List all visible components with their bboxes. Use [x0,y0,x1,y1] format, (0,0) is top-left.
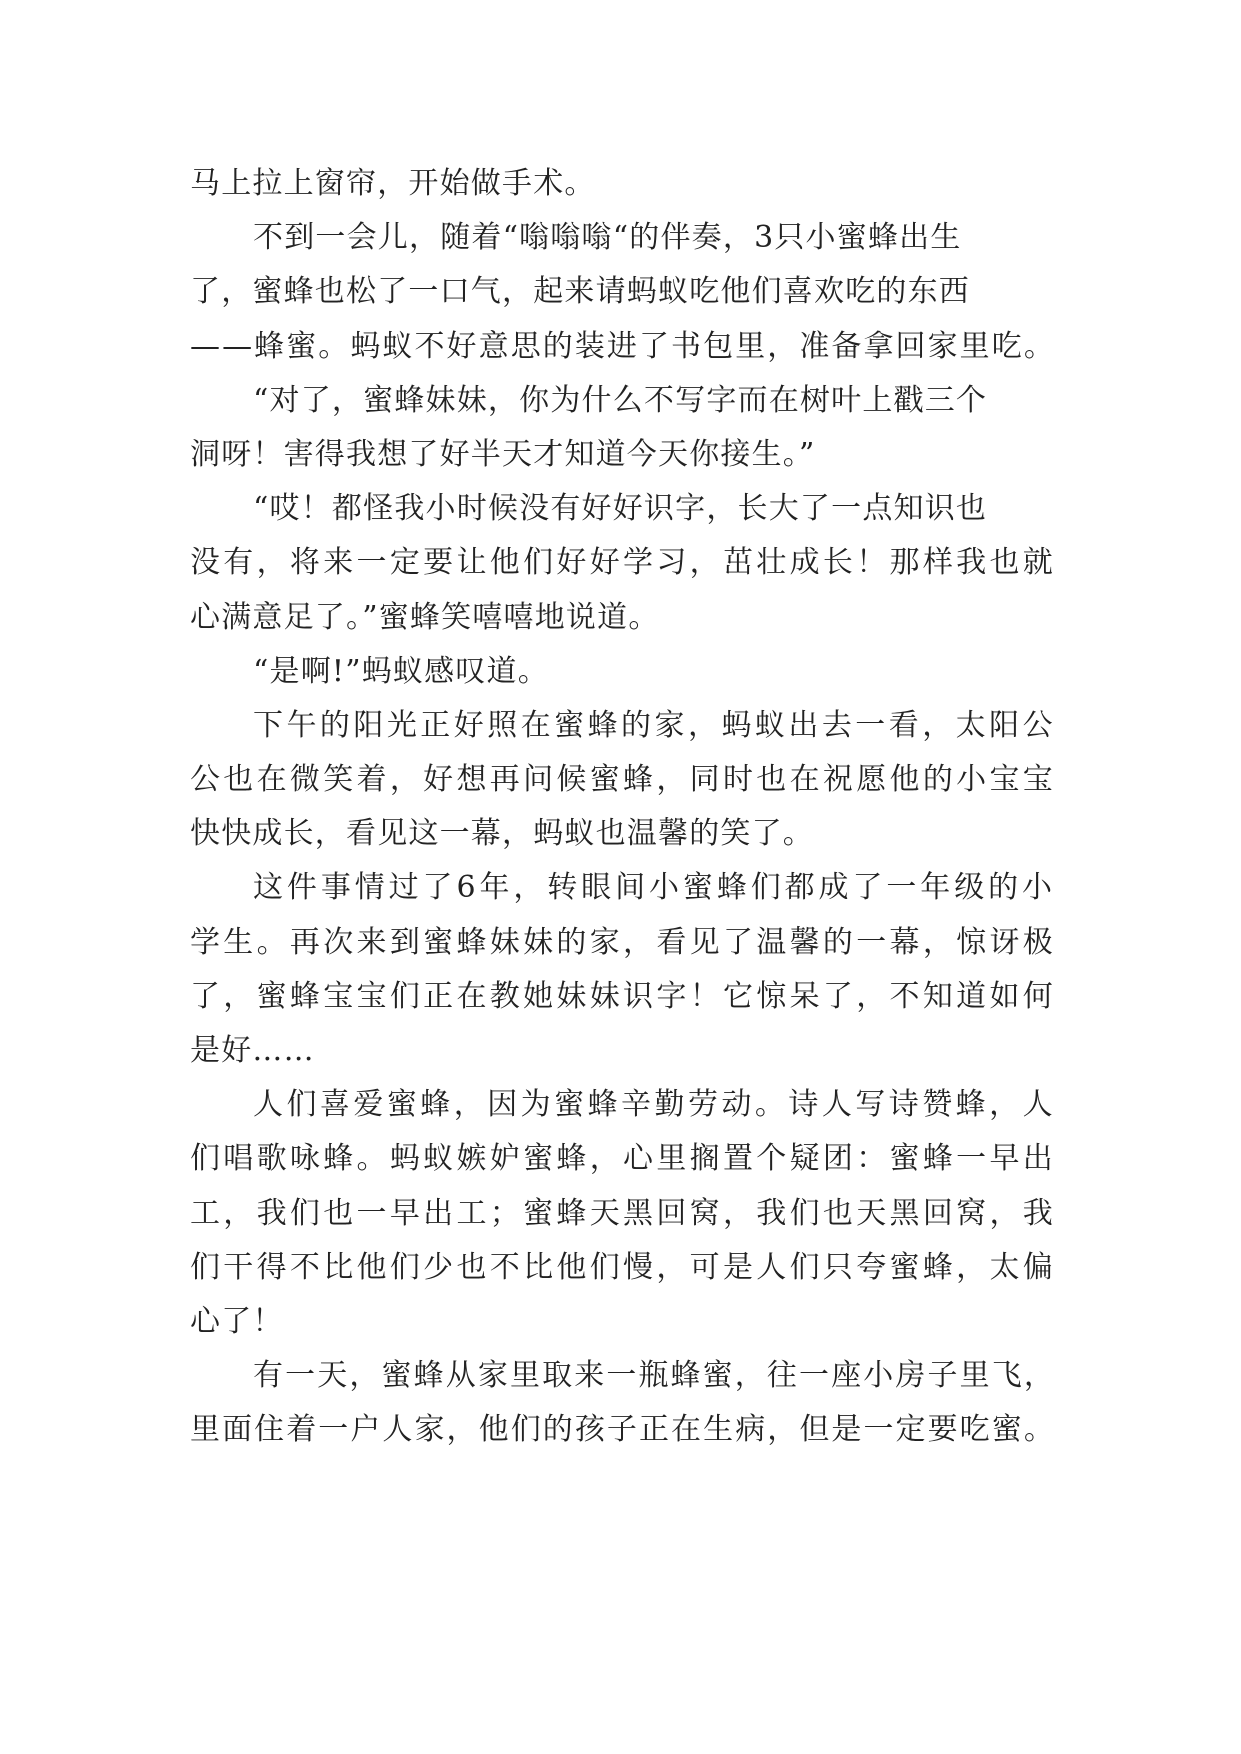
text-line: 这件事情过了6年，转眼间小蜜蜂们都成了一年级的小 [253,870,1056,906]
text-line: 马上拉上窗帘，开始做手术。 [190,166,596,201]
text-line: 了，蜜蜂也松了一口气，起来请蚂蚁吃他们喜欢吃的东西 [190,274,970,310]
text-line: 下午的阳光正好照在蜜蜂的家，蚂蚁出去一看，太阳公 [253,707,1057,743]
text-line: 公也在微笑着，好想再问候蜜蜂，同时也在祝愿他的小宝宝 [190,762,1057,798]
text-line: 有一天，蜜蜂从家里取来一瓶蜂蜜，往一座小房子里飞， [253,1358,1056,1394]
text-line: 没有，将来一定要让他们好好学习，茁壮成长！那样我也就 [190,545,1057,581]
text-line: “是啊!”蚂蚁感叹道。 [253,653,549,689]
text-line: 们唱歌咏蜂。蚂蚁嫉妒蜜蜂，心里搁置个疑团：蜜蜂一早出 [190,1141,1057,1177]
text-line: 人们喜爱蜜蜂，因为蜜蜂辛勤劳动。诗人写诗赞蜂，人 [253,1087,1057,1123]
document-body [190,157,1056,1458]
text-line: 心满意足了。”蜜蜂笑嘻嘻地说道。 [190,599,660,635]
text-line: 们干得不比他们少也不比他们慢，可是人们只夸蜜蜂，太偏 [190,1249,1057,1285]
text-line: 快快成长，看见这一幕，蚂蚁也温馨的笑了。 [190,816,814,852]
text-line: 不到一会儿，随着“嗡嗡嗡“的伴奏，3只小蜜蜂出生 [253,220,962,256]
text-line: 里面住着一户人家，他们的孩子正在生病，但是一定要吃蜜。 [190,1412,1056,1448]
text-line: 学生。再次来到蜜蜂妹妹的家，看见了温馨的一幕，惊讶极 [190,924,1057,960]
text-line: “对了，蜜蜂妹妹，你为什么不写字而在树叶上戳三个 [253,382,988,418]
text-line: 洞呀！害得我想了好半天才知道今天你接生。” [190,436,816,472]
text-line: 心了！ [190,1303,284,1339]
text-line: 了，蜜蜂宝宝们正在教她妹妹识字！它惊呆了，不知道如何 [190,978,1057,1014]
text-line: 工，我们也一早出工；蜜蜂天黑回窝，我们也天黑回窝，我 [190,1195,1057,1231]
text-line: ——蜂蜜。蚂蚁不好意思的装进了书包里，准备拿回家里吃。 [190,328,1056,364]
text-line: 是好…… [190,1033,315,1068]
text-line: “哎！都怪我小时候没有好好识字，长大了一点知识也 [253,491,988,527]
